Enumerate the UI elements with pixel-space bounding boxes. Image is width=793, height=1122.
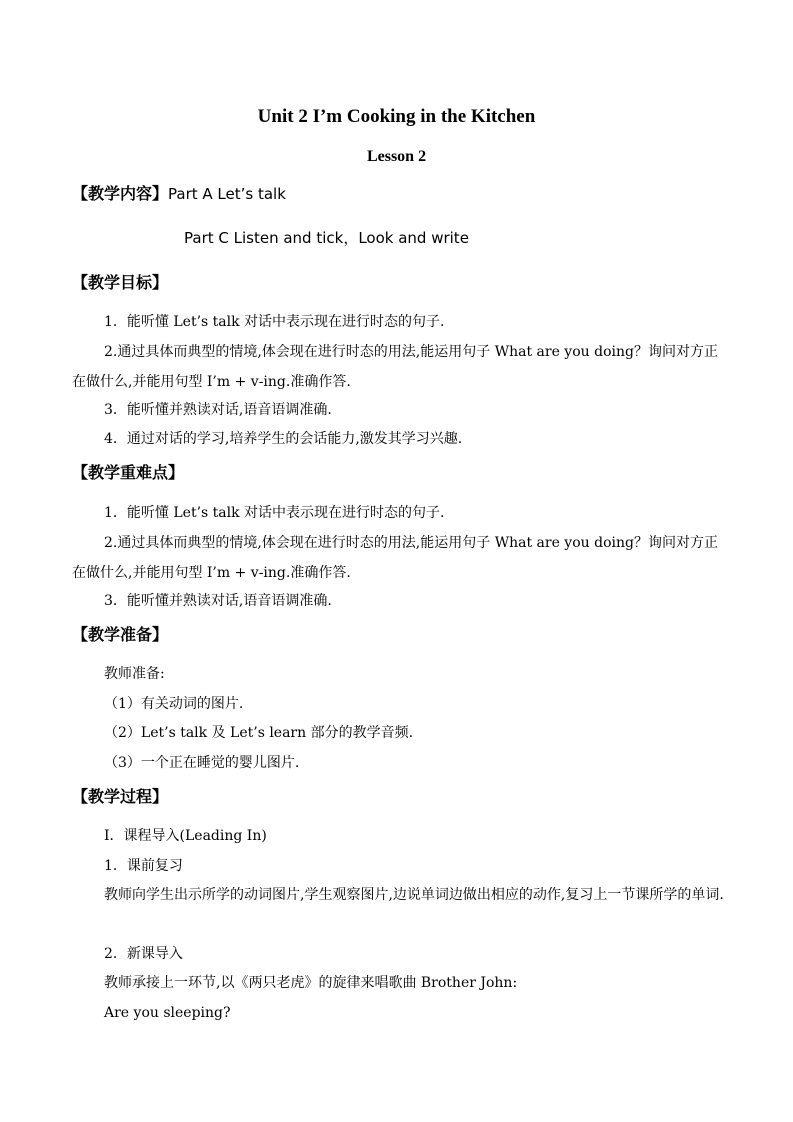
process-step-1-1: 1．课前复习 — [104, 858, 183, 874]
keypoint-item-3: 3．能听懂并熟读对话,语音语调准确. — [104, 593, 332, 609]
process-step-1-2-text: 教师承接上一环节,以《两只老虎》的旋律来唱歌曲 Brother John: — [104, 975, 518, 991]
keypoint-item-1: 1．能听懂 Let’s talk 对话中表示现在进行时态的句子. — [104, 505, 445, 521]
document-title: Unit 2 I’m Cooking in the Kitchen — [257, 106, 536, 127]
section-process-heading: 【教学过程】 — [72, 787, 169, 806]
song-line: Are you sleeping? — [104, 1005, 231, 1021]
keypoint-item-2: 2.通过具体而典型的情境,体会现在进行时态的用法,能运用句子 What are you doing？询问对方正在做什么,并能用句型 I’m + v-ing.准确作答. — [72, 535, 718, 581]
preparation-item-3: （3）一个正在睡觉的婴儿图片. — [104, 755, 300, 771]
process-step-1-1-text: 教师向学生出示所学的动词图片,学生观察图片,边说单词边做出相应的动作,复习上一节课所学的单词. — [104, 887, 724, 903]
process-step-1-2: 2．新课导入 — [104, 946, 183, 962]
objective-item-2: 2.通过具体而典型的情境,体会现在进行时态的用法,能运用句子 What are you doing？询问对方正在做什么,并能用句型 I’m + v-ing.准确作答. — [72, 344, 718, 390]
section-objectives-heading: 【教学目标】 — [72, 273, 169, 292]
objective-item-3: 3．能听懂并熟读对话,语音语调准确. — [104, 402, 332, 418]
objective-item-1: 1．能听懂 Let’s talk 对话中表示现在进行时态的句子. — [104, 314, 445, 330]
content-line-1: Part A Let’s talk — [168, 185, 286, 203]
lesson-subtitle: Lesson 2 — [366, 148, 427, 165]
content-line-2: Part C Listen and tick，Look and write — [184, 229, 469, 247]
section-content — [72, 181, 286, 204]
preparation-item-1: （1）有关动词的图片. — [104, 696, 244, 712]
section-preparation-heading: 【教学准备】 — [72, 625, 169, 644]
objective-item-4: 4．通过对话的学习,培养学生的会话能力,激发其学习兴趣. — [104, 431, 463, 447]
preparation-item-2: （2）Let’s talk 及 Let’s learn 部分的教学音频. — [104, 725, 414, 741]
section-keypoints-heading: 【教学重难点】 — [72, 463, 185, 482]
preparation-intro: 教师准备: — [104, 666, 165, 682]
process-step-1: Ⅰ．课程导入(Leading In) — [104, 828, 267, 844]
section-content-heading: 【教学内容】 — [72, 184, 169, 203]
